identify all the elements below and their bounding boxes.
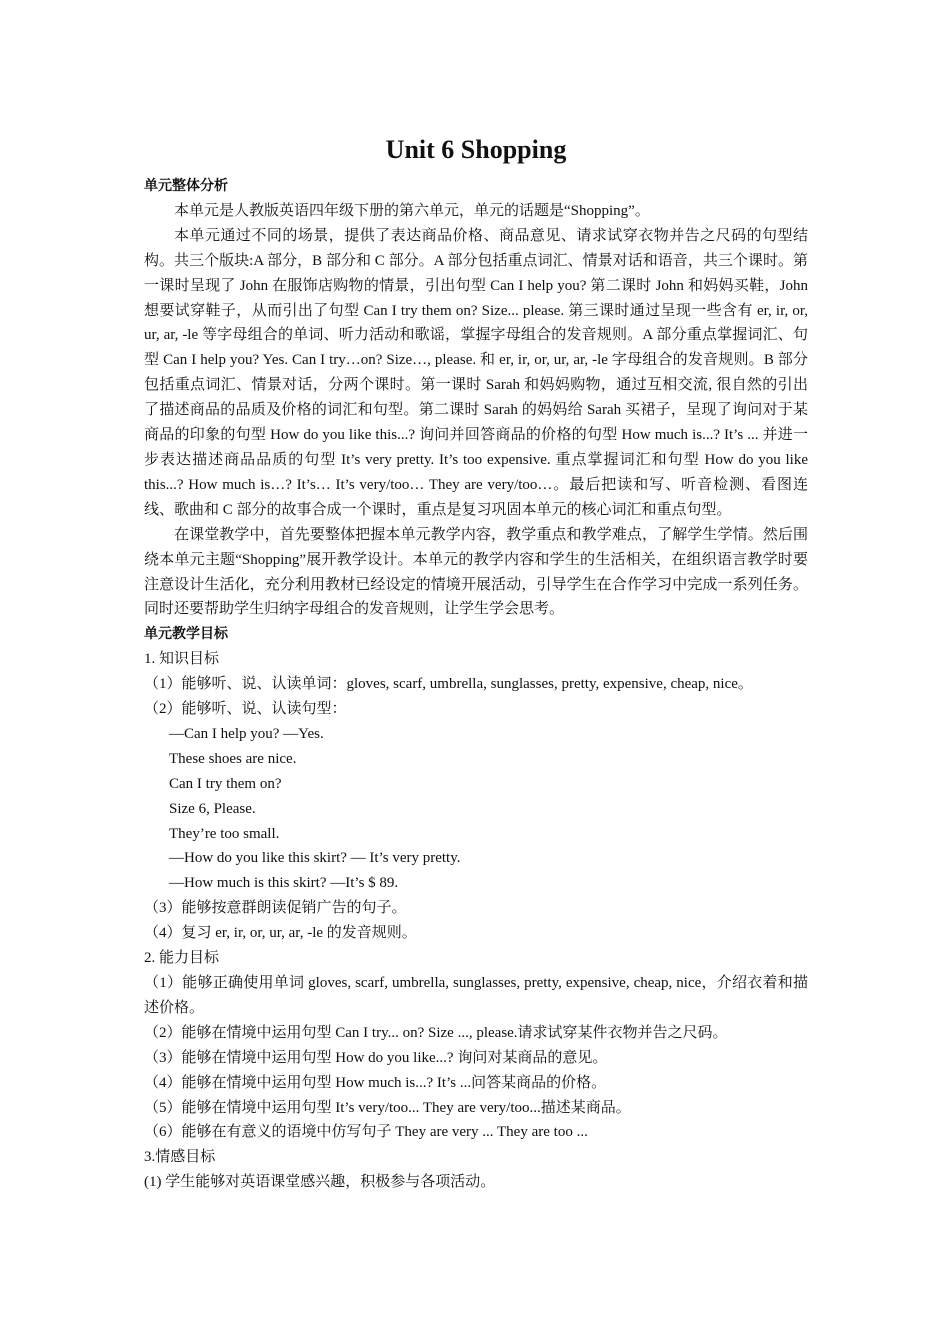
section-heading-goals: 单元教学目标: [144, 626, 228, 643]
list-item: （2）能够听、说、认读句型：: [144, 701, 347, 718]
sentence-item: —Can I help you? —Yes.: [169, 725, 324, 742]
list-item: （4）复习 er, ir, or, ur, ar, -le 的发音规则。: [144, 925, 417, 942]
subheading-knowledge: 1. 知识目标: [144, 651, 220, 668]
document-page: [144, 134, 808, 1195]
subheading-emotion: 3.情感目标: [144, 1149, 216, 1166]
list-item: (1) 学生能够对英语课堂感兴趣，积极参与各项活动。: [144, 1174, 496, 1191]
paragraph: 本单元通过不同的场景，提供了表达商品价格、商品意见、请求试穿衣物并告之尺码的句型结构。共三个版块:A 部分，B 部分和 C 部分。A 部分包括重点词汇、情景对话和语音，共三个课时。第一课时呈现了 John 在服饰店购物的情景，引出句型 Can I help you? 第二课时 John 和妈妈买鞋，John 想要试穿鞋子，从而引出了句型 Can I try them on? Size... please. 第三课时通过呈现一些含有 er, ir, or, ur, ar, -le 等字母组合的单词、听力活动和歌谣，掌握字母组合的发音规则。A 部分重点掌握词汇、句型 Can I help you? Yes. Can I try…on? Size…, please. 和 er, ir, or, ur, ar, -le 字母组合的发音规则。B 部分包括重点词汇、情景对话，分两个课时。第一课时 Sarah 和妈妈购物，通过互相交流, 很自然的引出了描述商品的品质及价格的词汇和句型。第二课时 Sarah 的妈妈给 Sarah 买裙子，呈现了询问对于某商品的印象的句型 How do you like this...? 询问并回答商品的价格的句型 How much is...? It’s ... 并进一步表达描述商品品质的句型 It’s very pretty. It’s too expensive. 重点掌握词汇和句型 How do you like this...? How much is…? It’s… It’s very/too… They are very/too…。最后把读和写、听音检测、看图连线、歌曲和 C 部分的故事合成一个课时，重点是复习巩固本单元的核心词汇和重点句型。: [144, 227, 808, 518]
list-item: （1）能够听、说、认读单词：gloves, scarf, umbrella, sunglasses, pretty, expensive, cheap, nice。: [144, 676, 753, 693]
paragraph: 在课堂教学中，首先要整体把握本单元教学内容，教学重点和教学难点，了解学生学情。然后围绕本单元主题“Shopping”展开教学设计。本单元的教学内容和学生的生活相关，在组织语言教学时要注意设计生活化，充分利用教材已经设定的情境开展活动，引导学生在合作学习中完成一系列任务。同时还要帮助学生归纳字母组合的发音规则，让学生学会思考。: [144, 526, 808, 618]
list-item: （4）能够在情境中运用句型 How much is...? It’s ...问答某商品的价格。: [144, 1074, 607, 1091]
sentence-item: —How much is this skirt? —It’s $ 89.: [169, 875, 399, 892]
sentence-item: Can I try them on?: [169, 775, 282, 792]
list-item: （5）能够在情境中运用句型 It’s very/too... They are very/too...描述某商品。: [144, 1099, 631, 1116]
sentence-item: Size 6, Please.: [169, 800, 256, 817]
list-item: （1）能够正确使用单词 gloves, scarf, umbrella, sunglasses, pretty, expensive, cheap, nice，介绍衣着和描述价格。: [144, 975, 808, 1016]
list-item: （3）能够按意群朗读促销广告的句子。: [144, 900, 407, 917]
sentence-item: —How do you like this skirt? — It’s very pretty.: [169, 850, 461, 867]
list-item: （2）能够在情境中运用句型 Can I try... on? Size ..., please.请求试穿某件衣物并告之尺码。: [144, 1024, 728, 1041]
paragraph: 本单元是人教版英语四年级下册的第六单元，单元的话题是“Shopping”。: [174, 202, 650, 219]
list-item: （6）能够在有意义的语境中仿写句子 They are very ... They are too ...: [144, 1124, 588, 1141]
list-item: （3）能够在情境中运用句型 How do you like...? 询问对某商品的意见。: [144, 1049, 608, 1066]
document-title: Unit 6 Shopping: [385, 135, 567, 164]
sentence-item: They’re too small.: [169, 825, 280, 842]
sentence-item: These shoes are nice.: [169, 750, 297, 767]
section-heading-analysis: 单元整体分析: [144, 178, 228, 194]
subheading-ability: 2. 能力目标: [144, 950, 220, 967]
